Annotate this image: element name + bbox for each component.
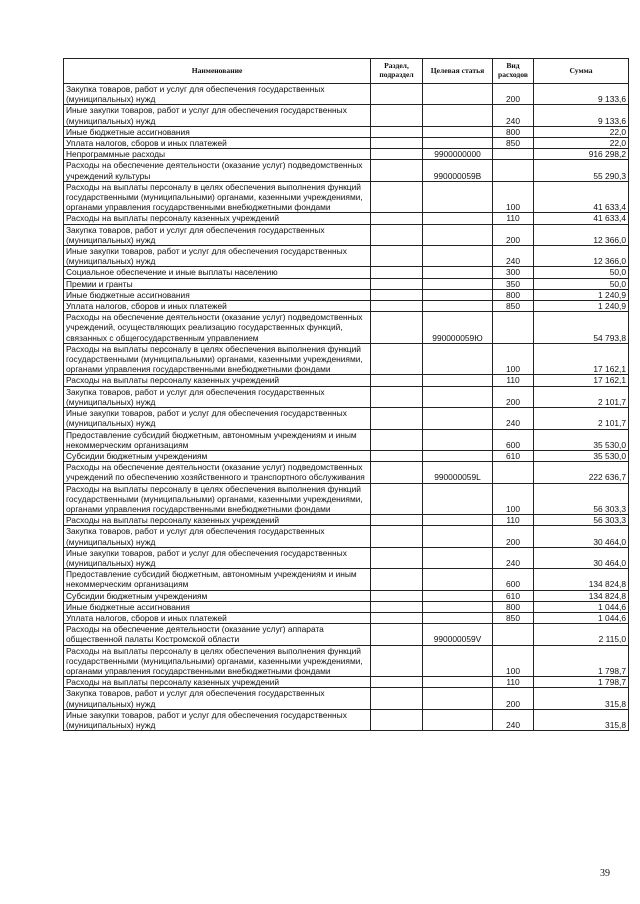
- cell-section: [371, 688, 423, 709]
- cell-name: Закупка товаров, работ и услуг для обеспечения государственных (муниципальных) нужд: [64, 526, 371, 547]
- cell-target: [423, 267, 493, 278]
- cell-target: [423, 645, 493, 677]
- cell-type: [493, 160, 534, 181]
- cell-section: [371, 677, 423, 688]
- table-row: [64, 547, 629, 568]
- cell-section: [371, 105, 423, 126]
- table-row: [64, 569, 629, 590]
- cell-sum: 2 115,0: [534, 624, 629, 645]
- cell-type: 240: [493, 547, 534, 568]
- cell-sum: 35 530,0: [534, 450, 629, 461]
- cell-type: [493, 624, 534, 645]
- cell-sum: 17 162,1: [534, 343, 629, 375]
- table-row: [64, 386, 629, 407]
- cell-name: Закупка товаров, работ и услуг для обеспечения государственных (муниципальных) нужд: [64, 84, 371, 105]
- cell-sum: 12 366,0: [534, 224, 629, 245]
- cell-name: Расходы на обеспечение деятельности (оказание услуг) аппарата общественной палаты Костромской области: [64, 624, 371, 645]
- cell-type: 100: [493, 181, 534, 213]
- cell-target: [423, 301, 493, 312]
- cell-section: [371, 213, 423, 224]
- cell-target: [423, 547, 493, 568]
- cell-name: Субсидии бюджетным учреждениям: [64, 450, 371, 461]
- cell-type: 110: [493, 515, 534, 526]
- header-name: Наименование: [64, 59, 371, 84]
- cell-sum: 2 101,7: [534, 386, 629, 407]
- cell-type: 240: [493, 408, 534, 429]
- cell-target: 990000059V: [423, 624, 493, 645]
- cell-target: [423, 526, 493, 547]
- cell-section: [371, 483, 423, 515]
- cell-type: 200: [493, 386, 534, 407]
- cell-section: [371, 149, 423, 160]
- cell-type: [493, 462, 534, 483]
- cell-type: 200: [493, 224, 534, 245]
- cell-sum: 12 366,0: [534, 246, 629, 267]
- cell-name: Иные закупки товаров, работ и услуг для обеспечения государственных (муниципальных) нужд: [64, 709, 371, 730]
- cell-name: Премии и гранты: [64, 278, 371, 289]
- cell-type: 200: [493, 84, 534, 105]
- cell-name: Уплата налогов, сборов и иных платежей: [64, 612, 371, 623]
- cell-section: [371, 84, 423, 105]
- cell-target: [423, 601, 493, 612]
- cell-section: [371, 569, 423, 590]
- table-row: [64, 289, 629, 300]
- cell-type: 300: [493, 267, 534, 278]
- cell-name: Расходы на выплаты персоналу казенных учреждений: [64, 677, 371, 688]
- cell-target: [423, 289, 493, 300]
- cell-sum: 55 290,3: [534, 160, 629, 181]
- cell-name: Расходы на выплаты персоналу в целях обеспечения выполнения функций государственными (муниципальными) органами, казенными учреждениями, органами управления государственными внебюджетными фондами: [64, 645, 371, 677]
- cell-target: [423, 709, 493, 730]
- table-row: [64, 149, 629, 160]
- cell-name: Социальное обеспечение и иные выплаты населению: [64, 267, 371, 278]
- cell-sum: 315,8: [534, 709, 629, 730]
- cell-target: [423, 688, 493, 709]
- cell-section: [371, 408, 423, 429]
- budget-table-container: [63, 58, 628, 731]
- cell-sum: 2 101,7: [534, 408, 629, 429]
- cell-type: 800: [493, 289, 534, 300]
- cell-section: [371, 612, 423, 623]
- cell-type: [493, 312, 534, 344]
- table-row: [64, 624, 629, 645]
- cell-section: [371, 386, 423, 407]
- cell-name: Иные закупки товаров, работ и услуг для обеспечения государственных (муниципальных) нужд: [64, 105, 371, 126]
- cell-sum: 916 298,2: [534, 149, 629, 160]
- cell-target: [423, 213, 493, 224]
- cell-name: Закупка товаров, работ и услуг для обеспечения государственных (муниципальных) нужд: [64, 386, 371, 407]
- cell-type: 800: [493, 601, 534, 612]
- cell-name: Уплата налогов, сборов и иных платежей: [64, 301, 371, 312]
- cell-target: [423, 126, 493, 137]
- table-row: [64, 246, 629, 267]
- cell-section: [371, 645, 423, 677]
- cell-type: 110: [493, 677, 534, 688]
- cell-sum: 56 303,3: [534, 515, 629, 526]
- table-row: [64, 224, 629, 245]
- table-row: [64, 181, 629, 213]
- cell-section: [371, 709, 423, 730]
- cell-type: 800: [493, 126, 534, 137]
- table-row: [64, 677, 629, 688]
- cell-section: [371, 429, 423, 450]
- cell-target: [423, 429, 493, 450]
- cell-sum: 1 798,7: [534, 677, 629, 688]
- cell-section: [371, 246, 423, 267]
- cell-target: [423, 483, 493, 515]
- cell-name: Иные закупки товаров, работ и услуг для обеспечения государственных (муниципальных) нужд: [64, 408, 371, 429]
- cell-name: Предоставление субсидий бюджетным, автономным учреждениям и иным некоммерческим организациям: [64, 569, 371, 590]
- cell-name: Расходы на выплаты персоналу в целях обеспечения выполнения функций государственными (муниципальными) органами, казенными учреждениями, органами управления государственными внебюджетными фондами: [64, 483, 371, 515]
- cell-sum: 134 824,8: [534, 590, 629, 601]
- cell-type: 850: [493, 301, 534, 312]
- cell-section: [371, 312, 423, 344]
- cell-section: [371, 301, 423, 312]
- cell-section: [371, 343, 423, 375]
- cell-section: [371, 278, 423, 289]
- cell-target: [423, 515, 493, 526]
- cell-sum: 315,8: [534, 688, 629, 709]
- table-row: [64, 450, 629, 461]
- cell-target: [423, 181, 493, 213]
- table-row: [64, 105, 629, 126]
- table-row: [64, 709, 629, 730]
- cell-target: [423, 408, 493, 429]
- table-row: [64, 267, 629, 278]
- cell-name: Расходы на выплаты персоналу в целях обеспечения выполнения функций государственными (муниципальными) органами, казенными учреждениями, органами управления государственными внебюджетными фондами: [64, 343, 371, 375]
- header-section: Раздел, подраздел: [371, 59, 423, 84]
- table-row: [64, 375, 629, 386]
- cell-section: [371, 375, 423, 386]
- cell-target: [423, 386, 493, 407]
- cell-name: Иные бюджетные ассигнования: [64, 126, 371, 137]
- cell-type: 200: [493, 688, 534, 709]
- table-header-row: [64, 59, 629, 84]
- cell-name: Закупка товаров, работ и услуг для обеспечения государственных (муниципальных) нужд: [64, 688, 371, 709]
- cell-target: 990000059Ю: [423, 312, 493, 344]
- cell-type: 600: [493, 569, 534, 590]
- header-sum: Сумма: [534, 59, 629, 84]
- table-row: [64, 515, 629, 526]
- cell-name: Расходы на выплаты персоналу в целях обеспечения выполнения функций государственными (муниципальными) органами, казенными учреждениями, органами управления государственными внебюджетными фондами: [64, 181, 371, 213]
- cell-type: 850: [493, 612, 534, 623]
- cell-type: 610: [493, 590, 534, 601]
- cell-target: 9900000000: [423, 149, 493, 160]
- cell-section: [371, 126, 423, 137]
- cell-sum: 222 636,7: [534, 462, 629, 483]
- table-body: [64, 84, 629, 731]
- table-row: [64, 126, 629, 137]
- cell-name: Расходы на выплаты персоналу казенных учреждений: [64, 515, 371, 526]
- cell-type: 200: [493, 526, 534, 547]
- table-row: [64, 462, 629, 483]
- cell-name: Субсидии бюджетным учреждениям: [64, 590, 371, 601]
- cell-section: [371, 601, 423, 612]
- cell-section: [371, 181, 423, 213]
- header-type: Вид расходов: [493, 59, 534, 84]
- cell-target: [423, 278, 493, 289]
- cell-sum: 134 824,8: [534, 569, 629, 590]
- cell-sum: 41 633,4: [534, 213, 629, 224]
- cell-target: 990000059B: [423, 160, 493, 181]
- cell-section: [371, 267, 423, 278]
- cell-target: [423, 375, 493, 386]
- cell-target: [423, 246, 493, 267]
- cell-sum: 41 633,4: [534, 181, 629, 213]
- table-row: [64, 688, 629, 709]
- cell-target: [423, 612, 493, 623]
- cell-section: [371, 515, 423, 526]
- table-row: [64, 483, 629, 515]
- cell-sum: 9 133,6: [534, 84, 629, 105]
- table-row: [64, 138, 629, 149]
- cell-target: [423, 105, 493, 126]
- cell-sum: 22,0: [534, 126, 629, 137]
- cell-section: [371, 224, 423, 245]
- table-row: [64, 213, 629, 224]
- header-target: Целевая статья: [423, 59, 493, 84]
- cell-target: [423, 569, 493, 590]
- cell-sum: 35 530,0: [534, 429, 629, 450]
- cell-sum: 1 044,6: [534, 612, 629, 623]
- cell-name: Предоставление субсидий бюджетным, автономным учреждениям и иным некоммерческим организациям: [64, 429, 371, 450]
- table-row: [64, 645, 629, 677]
- cell-sum: 30 464,0: [534, 547, 629, 568]
- cell-type: 100: [493, 645, 534, 677]
- cell-type: 240: [493, 105, 534, 126]
- table-row: [64, 278, 629, 289]
- table-row: [64, 343, 629, 375]
- cell-sum: 30 464,0: [534, 526, 629, 547]
- cell-sum: 1 240,9: [534, 301, 629, 312]
- cell-name: Уплата налогов, сборов и иных платежей: [64, 138, 371, 149]
- cell-name: Расходы на обеспечение деятельности (оказание услуг) подведомственных учреждений культуры: [64, 160, 371, 181]
- cell-sum: 54 793,8: [534, 312, 629, 344]
- cell-section: [371, 450, 423, 461]
- cell-type: 350: [493, 278, 534, 289]
- cell-name: Иные бюджетные ассигнования: [64, 289, 371, 300]
- table-row: [64, 526, 629, 547]
- cell-section: [371, 590, 423, 601]
- table-row: [64, 312, 629, 344]
- cell-type: 610: [493, 450, 534, 461]
- page-number: 39: [600, 868, 610, 879]
- table-row: [64, 429, 629, 450]
- cell-target: 990000059L: [423, 462, 493, 483]
- cell-name: Иные бюджетные ассигнования: [64, 601, 371, 612]
- cell-sum: 1 240,9: [534, 289, 629, 300]
- cell-section: [371, 624, 423, 645]
- cell-section: [371, 526, 423, 547]
- cell-target: [423, 450, 493, 461]
- table-row: [64, 160, 629, 181]
- cell-name: Непрограммные расходы: [64, 149, 371, 160]
- cell-name: Иные закупки товаров, работ и услуг для обеспечения государственных (муниципальных) нужд: [64, 246, 371, 267]
- cell-name: Иные закупки товаров, работ и услуг для обеспечения государственных (муниципальных) нужд: [64, 547, 371, 568]
- table-row: [64, 408, 629, 429]
- cell-name: Закупка товаров, работ и услуг для обеспечения государственных (муниципальных) нужд: [64, 224, 371, 245]
- cell-section: [371, 462, 423, 483]
- cell-type: 850: [493, 138, 534, 149]
- cell-target: [423, 590, 493, 601]
- cell-sum: 9 133,6: [534, 105, 629, 126]
- cell-sum: 56 303,3: [534, 483, 629, 515]
- cell-type: 240: [493, 246, 534, 267]
- cell-name: Расходы на выплаты персоналу казенных учреждений: [64, 375, 371, 386]
- cell-section: [371, 138, 423, 149]
- cell-type: 600: [493, 429, 534, 450]
- cell-target: [423, 224, 493, 245]
- table-row: [64, 301, 629, 312]
- cell-target: [423, 138, 493, 149]
- cell-type: [493, 149, 534, 160]
- cell-type: 110: [493, 213, 534, 224]
- table-row: [64, 590, 629, 601]
- cell-target: [423, 677, 493, 688]
- table-row: [64, 84, 629, 105]
- cell-type: 100: [493, 343, 534, 375]
- cell-type: 100: [493, 483, 534, 515]
- cell-type: 240: [493, 709, 534, 730]
- cell-sum: 1 044,6: [534, 601, 629, 612]
- cell-target: [423, 84, 493, 105]
- budget-table: [63, 58, 629, 731]
- cell-sum: 1 798,7: [534, 645, 629, 677]
- cell-type: 110: [493, 375, 534, 386]
- cell-sum: 50,0: [534, 278, 629, 289]
- table-row: [64, 612, 629, 623]
- table-row: [64, 601, 629, 612]
- cell-sum: 17 162,1: [534, 375, 629, 386]
- cell-name: Расходы на обеспечение деятельности (оказание услуг) подведомственных учреждений, осуществляющих реализацию государственных функций, связанных с общегосударственным управлением: [64, 312, 371, 344]
- cell-name: Расходы на обеспечение деятельности (оказание услуг) подведомственных учреждений по обеспечению хозяйственного и транспортного обслуживания: [64, 462, 371, 483]
- cell-name: Расходы на выплаты персоналу казенных учреждений: [64, 213, 371, 224]
- cell-section: [371, 547, 423, 568]
- cell-section: [371, 289, 423, 300]
- cell-target: [423, 343, 493, 375]
- cell-sum: 22,0: [534, 138, 629, 149]
- cell-sum: 50,0: [534, 267, 629, 278]
- cell-section: [371, 160, 423, 181]
